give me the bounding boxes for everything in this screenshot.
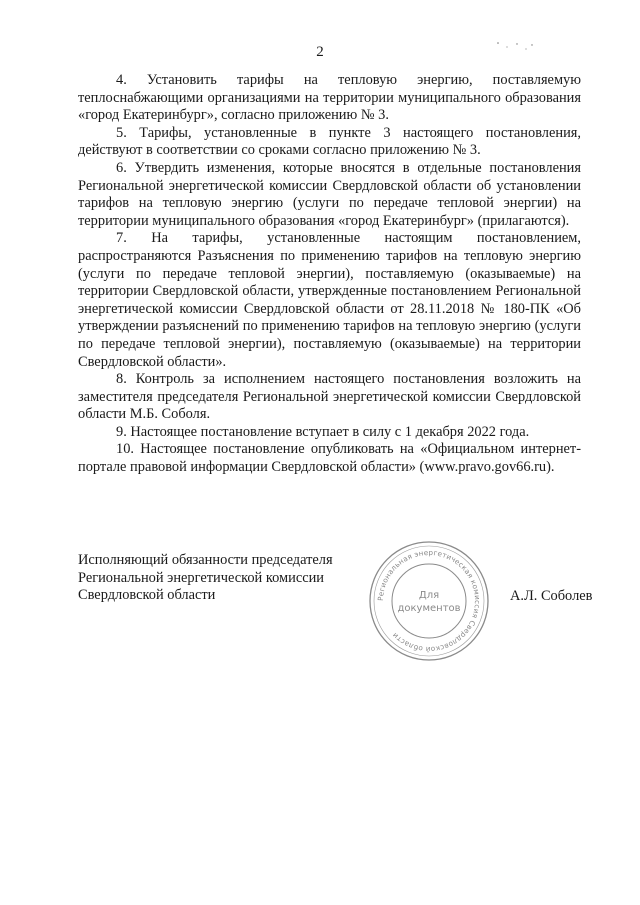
signatory-name: А.Л. Соболев — [510, 588, 593, 604]
paragraph-9: 9. Настоящее постановление вступает в силу с 1 декабря 2022 года. — [116, 423, 530, 440]
svg-text:Для: Для — [418, 590, 440, 601]
signatory-position-line: Региональной энергетической комиссии — [78, 569, 324, 586]
paragraph-6: 6. Утвердить изменения, которые вносятся в отдельные постановления Региональной энергетической комиссии Свердловской области об установлении тарифов на тепловую энергию (услуги по передаче тепловой энергии) на территории муниципального образования «город Екатеринбург» (прилагаются). — [78, 159, 581, 229]
paragraph-8: 8. Контроль за исполнением настоящего постановления возложить на заместителя председателя Региональной энергетической комиссии Свердловской области М.Б. Соболя. — [78, 371, 581, 423]
paragraph-5: 5. Тарифы, установленные в пункте 3 настоящего постановления, действуют в соответствии со сроками согласно приложению № 3. — [78, 124, 581, 159]
page-number: 2 — [316, 44, 324, 60]
signatory-position-line: Исполняющий обязанности председателя — [78, 552, 333, 568]
signatory-position — [78, 552, 358, 605]
svg-text:Региональная энергетическая ко: Региональная энергетическая комиссия Свердловской области — [375, 547, 483, 655]
paragraph-10: 10. Настоящее постановление опубликовать на «Официальном интернет-портале правовой информации Свердловской области» (www.pravo.gov66.ru). — [78, 441, 581, 476]
decree-body — [78, 72, 581, 477]
paragraph-7: 7. На тарифы, установленные настоящим постановлением, распространяются Разъяснения по применению тарифов на тепловую энергию (услуги по передаче тепловой энергии), поставляемую (оказываемые) на территории Свердловской области, утвержденные постановлением Региональной энергетической комиссии Свердловской области от 28.11.2018 № 180-ПК «Об утверждении разъяснений по применению тарифов на тепловую энергию (услуги по передаче тепловой энергии), поставляемую (оказываемые) на территории Свердловской области». — [78, 230, 581, 370]
paragraph-4: 4. Установить тарифы на тепловую энергию, поставляемую теплоснабжающими организациями на территории муниципального образования «город Екатеринбург», согласно приложению № 3. — [78, 72, 581, 124]
svg-text:документов: документов — [397, 603, 461, 614]
scan-specks — [495, 38, 535, 56]
signatory-position-line: Свердловской области — [78, 587, 216, 604]
official-seal — [366, 538, 492, 664]
